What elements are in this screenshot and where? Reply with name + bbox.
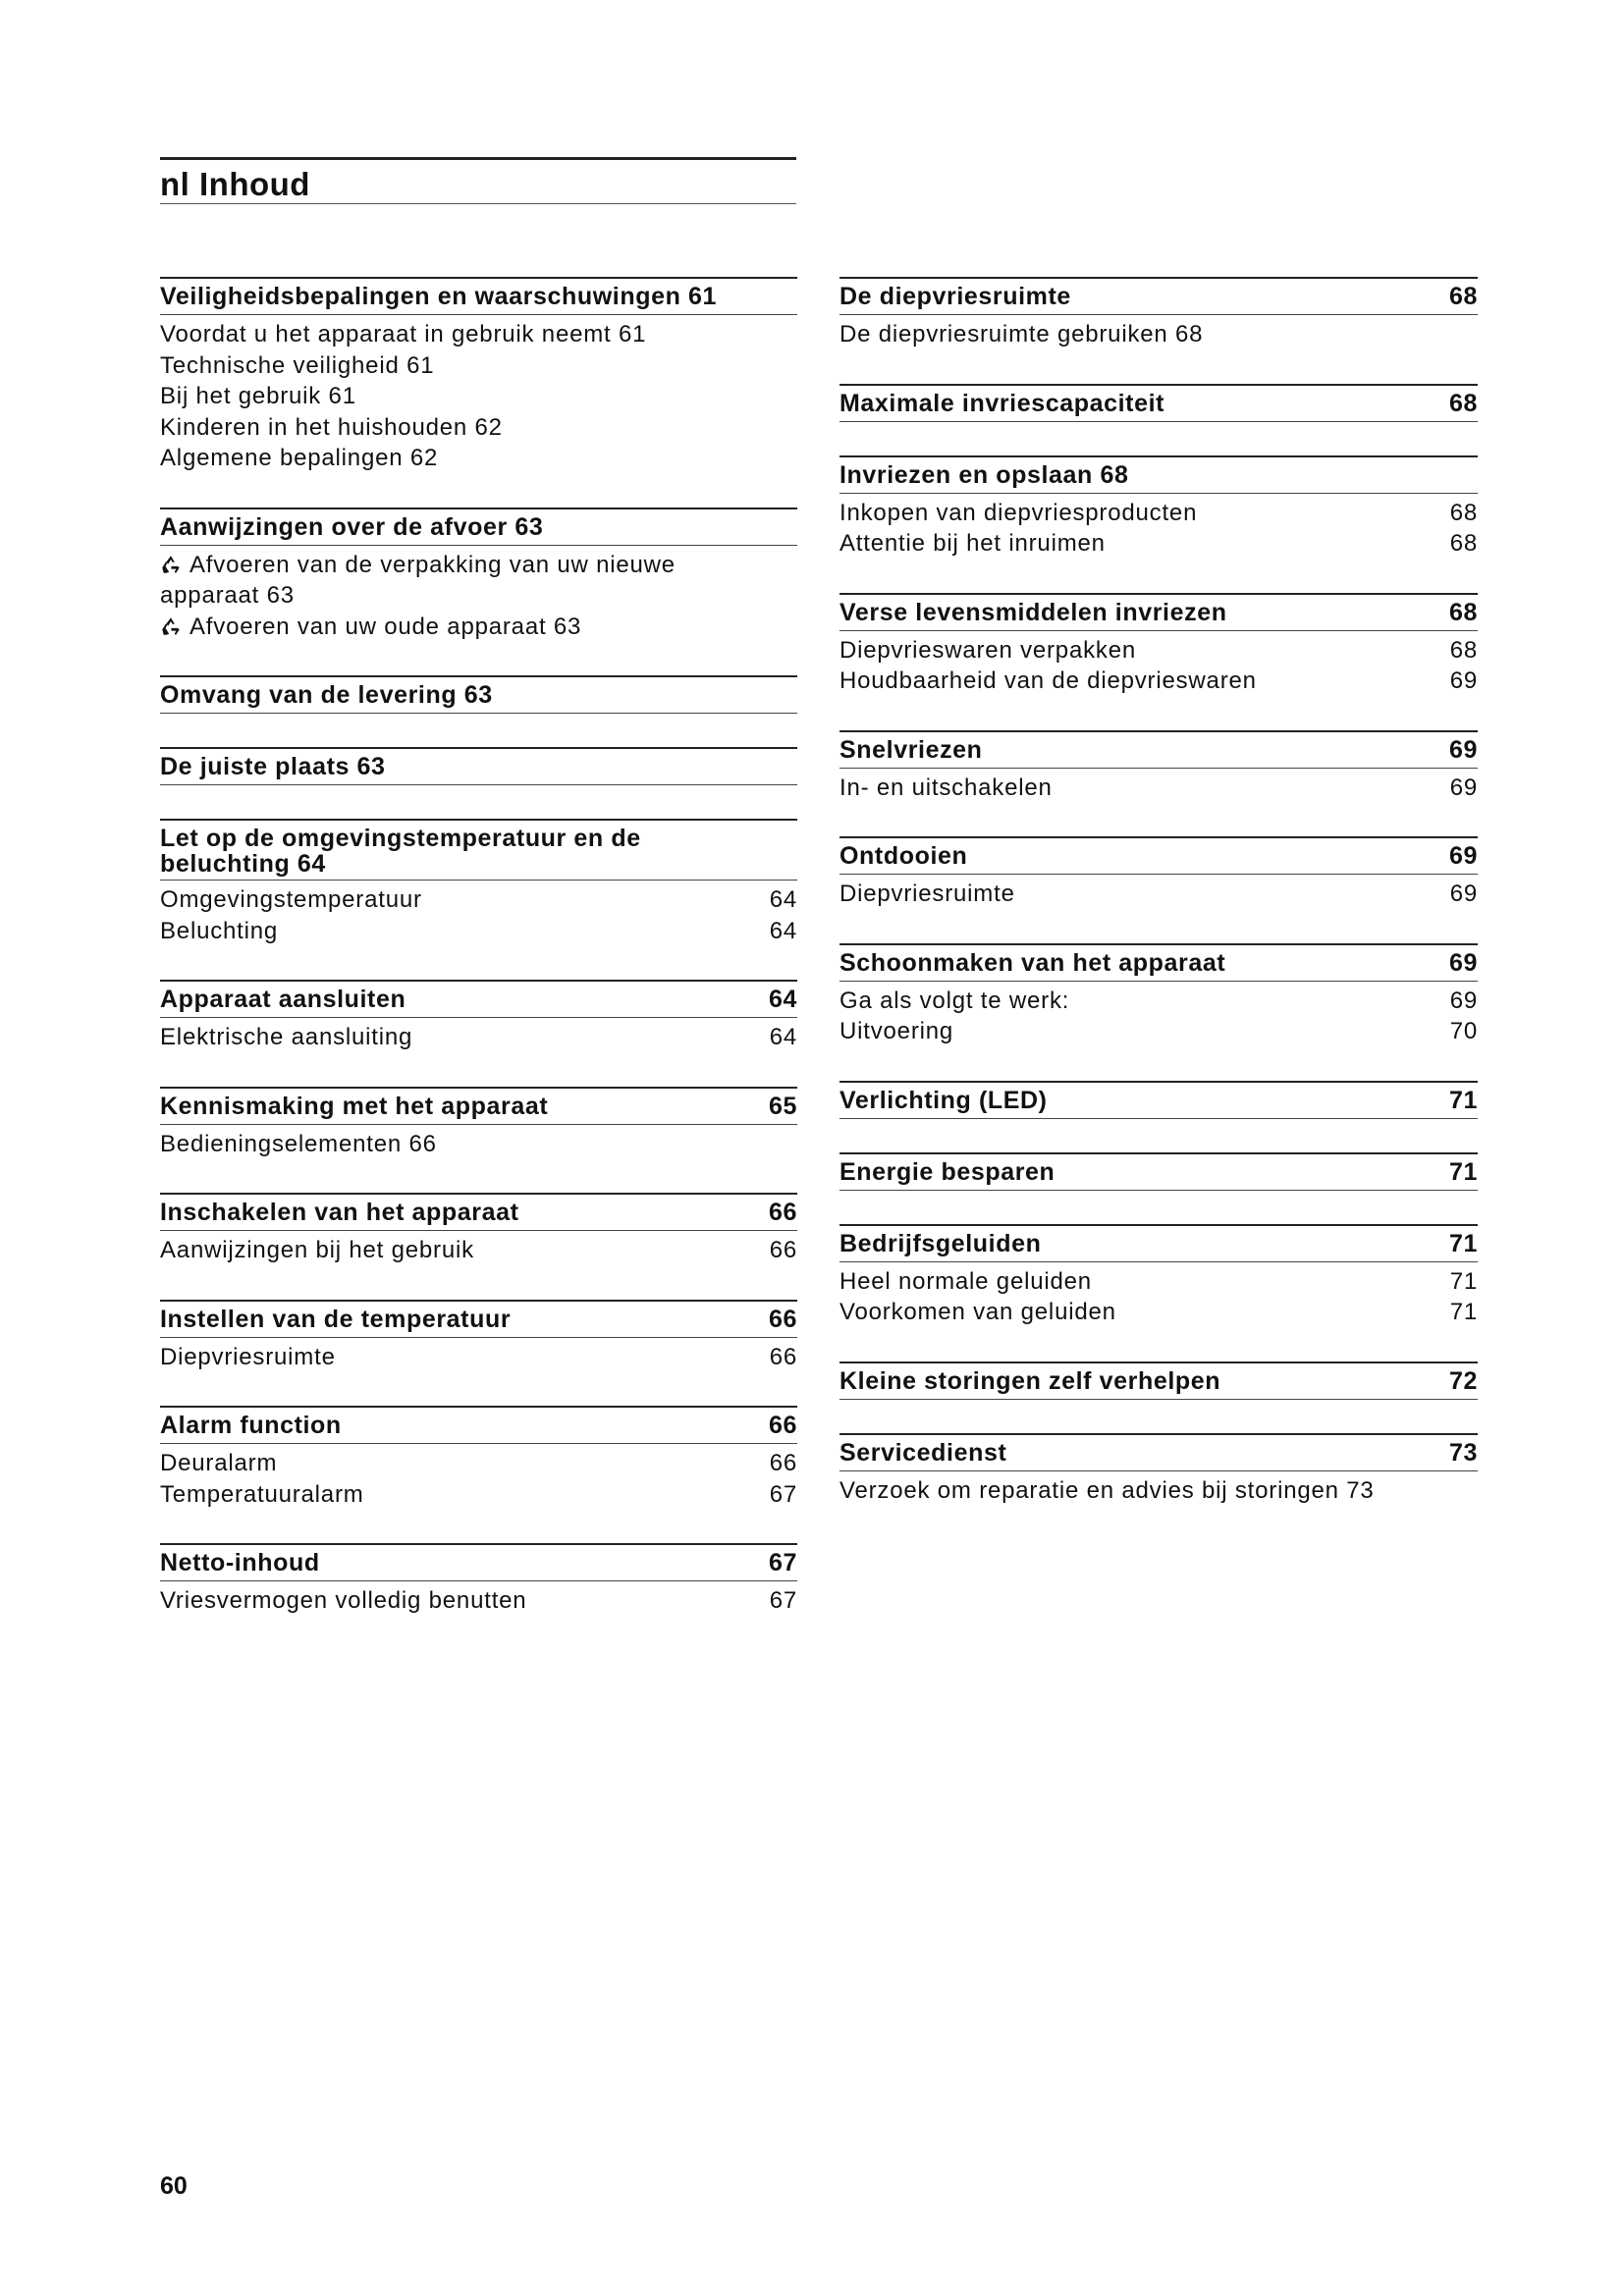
toc-item-label-wrap: [160, 1022, 412, 1053]
toc-item-label-wrap: [160, 381, 356, 412]
section-title: Ontdooien: [839, 842, 968, 870]
toc-item-list: [160, 315, 797, 474]
toc-item[interactable]: [160, 1448, 797, 1479]
toc-item-label: Attentie bij het inruimen: [839, 530, 1106, 557]
section-page-number: 65: [768, 1092, 797, 1120]
toc-item-label: De diepvriesruimte gebruiken 68: [839, 321, 1204, 347]
toc-item[interactable]: [160, 550, 797, 581]
section-title: Snelvriezen: [839, 735, 983, 764]
toc-item-label-wrap: [160, 350, 434, 382]
toc-item[interactable]: [160, 1235, 797, 1266]
toc-item-page-number: [778, 612, 797, 643]
toc-item[interactable]: [839, 528, 1478, 560]
toc-item-label: Omgevingstemperatuur: [160, 886, 422, 913]
recycle-icon: [160, 615, 182, 637]
toc-item-label-wrap: [160, 1448, 277, 1479]
toc-section: [160, 1543, 797, 1617]
toc-item-list: [160, 546, 797, 643]
toc-item-page-number: [778, 319, 797, 350]
toc-item-label: Ga als volgt te werk:: [839, 987, 1070, 1014]
toc-item-label: Diepvrieswaren verpakken: [839, 636, 1136, 664]
section-title: Verse levensmiddelen invriezen: [839, 598, 1227, 626]
section-title: Alarm function: [160, 1412, 342, 1439]
toc-item[interactable]: [839, 1016, 1478, 1047]
toc-item-page-number: 64: [769, 917, 797, 944]
toc-section-heading-verse-levensmiddelen-invriezen[interactable]: [839, 593, 1478, 631]
section-title: Omvang van de levering 63: [160, 681, 493, 709]
toc-section: [839, 943, 1478, 1047]
section-page-number: 68: [1448, 598, 1478, 626]
section-title: Aanwijzingen over de afvoer 63: [160, 512, 544, 541]
toc-item-label-wrap: [839, 1016, 953, 1047]
toc-item[interactable]: [839, 1266, 1478, 1298]
toc-item-label: Aanwijzingen bij het gebruik: [160, 1237, 474, 1263]
toc-section-heading-snelvriezen[interactable]: [839, 730, 1478, 769]
section-page-number: 66: [768, 1305, 797, 1333]
toc-item-list: [839, 315, 1478, 350]
toc-section-heading-inschakelen-van-het-apparaat[interactable]: [160, 1193, 797, 1231]
section-title: Netto-inhoud: [160, 1549, 320, 1576]
toc-item-label: Heel normale geluiden: [839, 1267, 1092, 1295]
toc-item-label-wrap: [839, 1475, 1375, 1507]
toc-right-column: [839, 277, 1478, 1539]
toc-item[interactable]: [839, 1297, 1478, 1328]
toc-item[interactable]: [839, 666, 1478, 697]
toc-section: [160, 277, 797, 474]
toc-item-page-number: 68: [1449, 636, 1478, 664]
toc-item-label-wrap: [160, 1235, 474, 1266]
toc-item-label-wrap: [839, 1297, 1116, 1328]
toc-item-label-wrap: [160, 1585, 526, 1617]
toc-section: [839, 1362, 1478, 1400]
toc-item-label-wrap: [839, 879, 1015, 910]
toc-item[interactable]: [160, 1129, 797, 1160]
toc-item-page-number: 69: [1449, 987, 1478, 1014]
toc-item-list: [839, 631, 1478, 697]
toc-section-heading-kennismaking-met-het-apparaat[interactable]: [160, 1087, 797, 1125]
toc-item-label: Temperatuuralarm: [160, 1480, 364, 1508]
toc-item-label: Elektrische aansluiting: [160, 1024, 413, 1050]
section-page-number: 68: [1448, 283, 1478, 310]
toc-section: [160, 747, 797, 785]
toc-item[interactable]: [160, 350, 797, 382]
toc-item-label: Technische veiligheid 61: [160, 351, 435, 379]
toc-item[interactable]: [160, 580, 797, 612]
section-title: Bedrijfsgeluiden: [839, 1229, 1042, 1257]
toc-item[interactable]: [839, 773, 1478, 804]
toc-item[interactable]: [160, 612, 797, 643]
toc-left-column: [160, 277, 797, 1650]
section-title: Maximale invriescapaciteit: [839, 389, 1165, 417]
section-page-number: 69: [1448, 842, 1478, 870]
toc-section: [839, 1224, 1478, 1328]
toc-item-label: Beluchting: [160, 917, 279, 944]
section-title: De juiste plaats 63: [160, 753, 386, 780]
toc-item-page-number: [778, 550, 797, 581]
toc-section-heading-de-diepvriesruimte[interactable]: [839, 277, 1478, 315]
toc-item-page-number: [778, 350, 797, 382]
toc-item-label-wrap: [839, 1266, 1092, 1298]
toc-item-label: Bij het gebruik 61: [160, 383, 356, 409]
toc-item-page-number: 64: [769, 1024, 797, 1050]
section-title: Kleine storingen zelf verhelpen: [839, 1366, 1221, 1395]
toc-item-label-wrap: [160, 412, 503, 444]
section-title: Kennismaking met het apparaat: [160, 1092, 549, 1120]
toc-item-page-number: 66: [769, 1343, 797, 1370]
section-page-number: 68: [1448, 389, 1478, 417]
toc-item-page-number: 67: [769, 1587, 797, 1614]
toc-section-heading-veiligheidsbepalingen-en-waarschuwingen-[interactable]: [160, 277, 797, 315]
toc-item-label-wrap: [839, 635, 1136, 667]
toc-section: [160, 1087, 797, 1160]
toc-section-heading-de-juiste-plaats-63[interactable]: [160, 747, 797, 785]
toc-item-page-number: 71: [1449, 1267, 1478, 1295]
toc-section: [839, 593, 1478, 697]
toc-section: [160, 675, 797, 714]
toc-item-list: [160, 1231, 797, 1266]
toc-item[interactable]: [839, 986, 1478, 1017]
toc-item-page-number: 68: [1449, 530, 1478, 557]
toc-item-label: Voordat u het apparaat in gebruik neemt 61: [160, 321, 647, 347]
toc-item[interactable]: [839, 319, 1478, 350]
toc-item-list: [839, 875, 1478, 910]
section-page-number: 71: [1448, 1157, 1478, 1186]
toc-item-label-wrap: [160, 443, 438, 474]
toc-section-heading-maximale-invriescapaciteit[interactable]: [839, 384, 1478, 422]
toc-section: [839, 277, 1478, 350]
toc-item-page-number: [778, 443, 797, 474]
toc-item[interactable]: [160, 412, 797, 444]
toc-item[interactable]: [839, 635, 1478, 667]
section-title: Instellen van de temperatuur: [160, 1305, 512, 1333]
toc-section-heading-kleine-storingen-zelf-verhelpen[interactable]: [839, 1362, 1478, 1400]
toc-item-label-wrap: [160, 884, 422, 916]
toc-item-label-wrap: [160, 1479, 364, 1511]
toc-item-label-wrap: [160, 580, 295, 612]
toc-item-page-number: [778, 412, 797, 444]
toc-item-label-wrap: [160, 1342, 336, 1373]
toc-item-page-number: 67: [769, 1480, 797, 1508]
toc-section: [839, 1433, 1478, 1507]
toc-item-label: Voorkomen van geluiden: [839, 1299, 1116, 1325]
toc-section-heading-schoonmaken-van-het-apparaat[interactable]: [839, 943, 1478, 982]
section-page-number: 73: [1448, 1438, 1478, 1467]
toc-item[interactable]: [839, 498, 1478, 529]
toc-item[interactable]: [160, 884, 797, 916]
toc-item-page-number: 69: [1449, 774, 1478, 801]
toc-item-page-number: 69: [1449, 667, 1478, 694]
toc-item[interactable]: [160, 319, 797, 350]
toc-item-label: Afvoeren van de verpakking van uw nieuwe: [189, 551, 676, 578]
toc-item[interactable]: [160, 381, 797, 412]
toc-item-page-number: 68: [1449, 499, 1478, 526]
toc-item-label: Diepvriesruimte: [160, 1343, 336, 1370]
toc-item-list: [839, 769, 1478, 804]
toc-section-heading-aanwijzingen-over-de-afvoer-63[interactable]: [160, 507, 797, 546]
toc-item-label: Algemene bepalingen 62: [160, 445, 439, 471]
toc-item-page-number: 66: [769, 1450, 797, 1476]
toc-item-list: [160, 1125, 797, 1160]
toc-section: [160, 980, 797, 1053]
toc-section-heading-ontdooien[interactable]: [839, 836, 1478, 875]
toc-item-page-number: 70: [1449, 1018, 1478, 1044]
toc-section: [839, 455, 1478, 560]
toc-item-list: [839, 982, 1478, 1047]
page-header: [160, 157, 796, 204]
toc-item-list: [160, 881, 797, 946]
toc-item-label: Vriesvermogen volledig benutten: [160, 1587, 527, 1614]
toc-item[interactable]: [160, 1585, 797, 1617]
toc-section-heading-servicedienst[interactable]: [839, 1433, 1478, 1471]
toc-item-label-wrap: [839, 498, 1197, 529]
toc-item[interactable]: [839, 879, 1478, 910]
toc-section-heading-omvang-van-de-levering-63[interactable]: [160, 675, 797, 714]
toc-item-label-wrap: [839, 773, 1053, 804]
toc-section-heading-alarm-function[interactable]: [160, 1406, 797, 1444]
toc-item-page-number: [778, 381, 797, 412]
toc-section: [839, 1152, 1478, 1191]
toc-item-label: Deuralarm: [160, 1450, 278, 1476]
toc-item-page-number: 64: [769, 886, 797, 913]
section-title: Apparaat aansluiten: [160, 986, 406, 1013]
section-title: Let op de omgevingstemperatuur en de beluchting 64: [160, 825, 641, 878]
section-page-number: 66: [768, 1199, 797, 1226]
toc-section: [160, 507, 797, 643]
toc-section: [160, 1406, 797, 1510]
section-title: Inschakelen van het apparaat: [160, 1199, 519, 1226]
toc-item-list: [160, 1444, 797, 1510]
toc-section: [160, 1300, 797, 1373]
toc-item-label-wrap: [839, 986, 1069, 1017]
toc-item-label-wrap: [160, 1129, 437, 1160]
section-title: De diepvriesruimte: [839, 283, 1071, 310]
toc-section-heading-verlichting-led[interactable]: [839, 1081, 1478, 1119]
toc-item-label: Bedieningselementen 66: [160, 1130, 437, 1157]
section-title: Energie besparen: [839, 1157, 1056, 1186]
toc-item-list: [839, 1262, 1478, 1328]
toc-item[interactable]: [160, 1479, 797, 1511]
section-page-number: 67: [768, 1549, 797, 1576]
toc-section: [839, 1081, 1478, 1119]
page-title: nl Inhoud: [160, 166, 310, 202]
toc-section-heading-let-op-de-omgevingstemperatuur-en-de-bel[interactable]: [160, 819, 797, 881]
toc-item-label: Kinderen in het huishouden 62: [160, 413, 503, 441]
toc-item-label-wrap: [160, 612, 581, 643]
toc-item-page-number: 66: [769, 1237, 797, 1263]
section-page-number: 66: [768, 1412, 797, 1439]
toc-item-list: [839, 1471, 1478, 1507]
section-page-number: 72: [1448, 1366, 1478, 1395]
toc-item-page-number: [778, 580, 797, 612]
toc-item-list: [160, 1581, 797, 1617]
toc-section: [839, 384, 1478, 422]
toc-item-page-number: [1458, 1475, 1478, 1507]
toc-item-label-wrap: [160, 550, 676, 581]
toc-item[interactable]: [839, 1475, 1478, 1507]
toc-item-page-number: [1458, 319, 1478, 350]
toc-section-heading-invriezen-en-opslaan-68[interactable]: [839, 455, 1478, 494]
section-title: Veiligheidsbepalingen en waarschuwingen 61: [160, 283, 718, 310]
section-page-number: 71: [1448, 1229, 1478, 1257]
toc-section-heading-energie-besparen[interactable]: [839, 1152, 1478, 1191]
toc-item[interactable]: [160, 1022, 797, 1053]
toc-item-label: Inkopen van diepvriesproducten: [839, 499, 1198, 526]
toc-item-label: In- en uitschakelen: [839, 774, 1053, 801]
section-page-number: 69: [1448, 735, 1478, 764]
toc-section-heading-apparaat-aansluiten[interactable]: [160, 980, 797, 1018]
toc-item-label: Afvoeren van uw oude apparaat 63: [189, 613, 582, 640]
toc-section-heading-instellen-van-de-temperatuur[interactable]: [160, 1300, 797, 1338]
toc-item-list: [839, 494, 1478, 560]
toc-item-label-wrap: [839, 528, 1106, 560]
section-title: Servicedienst: [839, 1438, 1007, 1467]
toc-item-label-wrap: [160, 916, 278, 947]
section-title: Invriezen en opslaan 68: [839, 460, 1129, 489]
recycle-icon: [160, 554, 182, 575]
toc-item[interactable]: [160, 916, 797, 947]
toc-section-heading-bedrijfsgeluiden[interactable]: [839, 1224, 1478, 1262]
toc-item-label: Diepvriesruimte: [839, 881, 1015, 907]
toc-section-heading-netto-inhoud[interactable]: [160, 1543, 797, 1581]
toc-section: [160, 1193, 797, 1266]
toc-item[interactable]: [160, 1342, 797, 1373]
toc-item[interactable]: [160, 443, 797, 474]
toc-section: [839, 730, 1478, 804]
toc-item-page-number: 71: [1449, 1299, 1478, 1325]
toc-item-label: apparaat 63: [160, 582, 295, 609]
section-page-number: 71: [1448, 1086, 1478, 1114]
section-page-number: 64: [768, 986, 797, 1013]
section-title: Verlichting (LED): [839, 1086, 1048, 1114]
toc-item-label-wrap: [839, 319, 1203, 350]
toc-item-list: [160, 1338, 797, 1373]
toc-item-label: Uitvoering: [839, 1018, 954, 1044]
toc-item-label-wrap: [160, 319, 646, 350]
toc-item-page-number: [778, 1129, 797, 1160]
toc-item-label: Verzoek om reparatie en advies bij storingen 73: [839, 1476, 1375, 1504]
section-title: Schoonmaken van het apparaat: [839, 948, 1226, 977]
toc-item-page-number: 69: [1449, 881, 1478, 907]
toc-section: [160, 819, 797, 946]
section-page-number: 69: [1448, 948, 1478, 977]
toc-item-label-wrap: [839, 666, 1257, 697]
toc-item-label: Houdbaarheid van de diepvrieswaren: [839, 667, 1257, 694]
page-number: 60: [160, 2172, 188, 2200]
toc-section: [839, 836, 1478, 910]
toc-item-list: [160, 1018, 797, 1053]
